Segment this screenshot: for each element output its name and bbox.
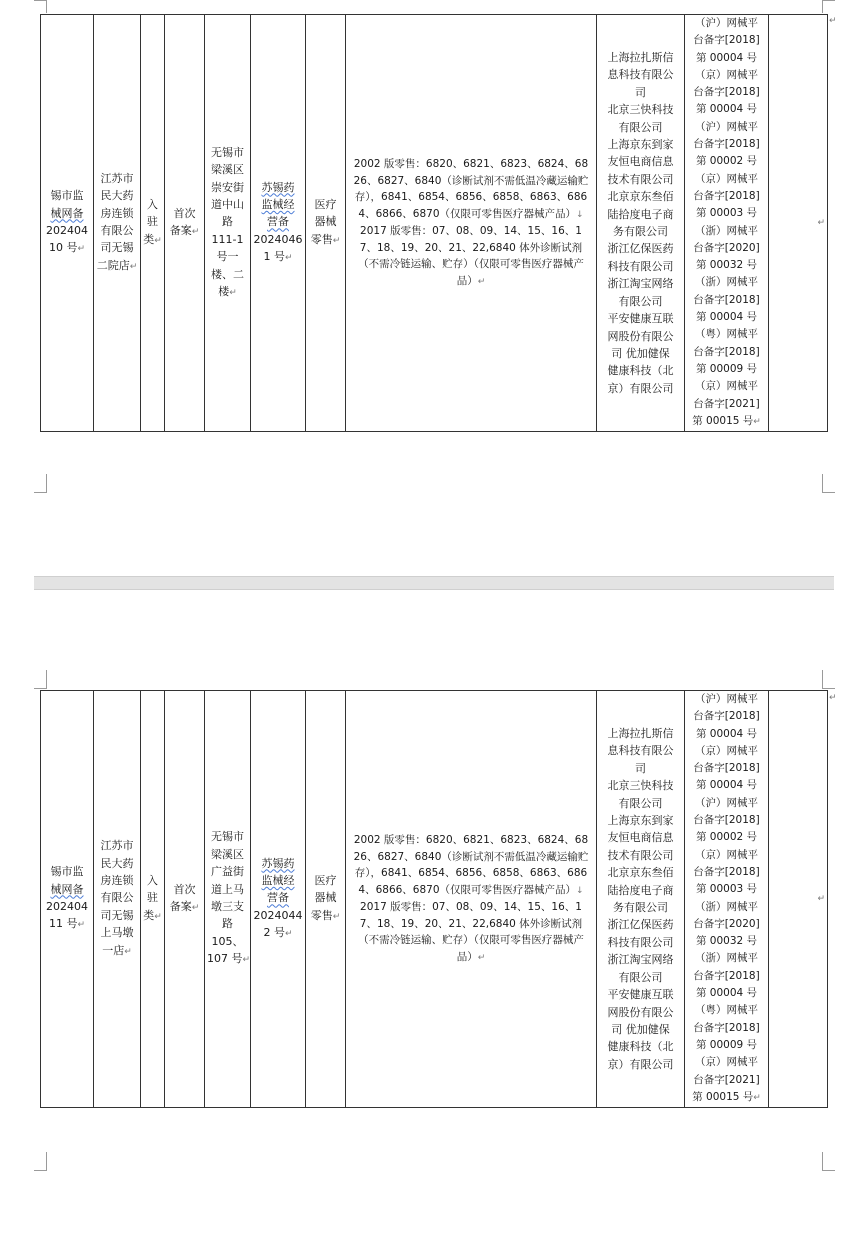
row-end-mark: ↵ [829,16,837,26]
registration-table [40,690,828,1108]
registration-table [40,14,828,432]
empty-cell: ↵ [769,15,828,432]
crop-mark [822,670,835,689]
business-category-cell: 医疗 器械 零售↵ [306,15,346,432]
business-category-cell: 医疗 器械 零售↵ [306,691,346,1108]
crop-mark [822,474,835,493]
company-name-cell: 江苏市 民大药 房连锁 有限公 司无锡 上马墩 一店↵ [94,691,141,1108]
license-number-cell: 苏锡药 监械经 营备 2024046 1 号↵ [251,15,306,432]
address-cell: 无锡市 梁溪区 崇安街 道中山 路 111-1 号一 楼、二 楼↵ [205,15,251,432]
registration-number-cell: 锡市监 械网备 202404 10 号↵ [41,15,94,432]
company-name-cell: 江苏市 民大药 房连锁 有限公 司无锡 二院店↵ [94,15,141,432]
registration-number-cell: 锡市监 械网备 202404 11 号↵ [41,691,94,1108]
platform-companies-cell: 上海拉扎斯信 息科技有限公 司 北京三快科技 有限公司 上海京东到家 友恒电商信息 技术有限公司 北京京东叁佰 陆拾度电子商 务有限公司 浙江亿保医药 科技有限公司 浙江淘宝网络 有限公司 平安健康互联 网股份有限公 司 优加健保 健康科技（北 京）有限公司 [597,691,685,1108]
crop-mark [34,0,47,13]
table-row [41,15,828,432]
empty-cell: ↵ [769,691,828,1108]
page-gap [34,576,834,590]
business-scope-cell: 2002 版零售：6820、6821、6823、6824、6826、6827、6840（诊断试剂不需低温冷藏运输贮存），6841、6854、6856、6858、6863、6864、6866、6870（仅限可零售医疗器械产品）↓ 2017 版零售：07、08、09、14、15、16、17、18、19、20、21、22,6840 体外诊断试剂（不需冷链运输、贮存）（仅限可零售医疗器械产品）↵ [346,15,597,432]
table-row [41,691,828,1108]
address-cell: 无锡市 梁溪区 广益街 道上马 墩三支 路 105、 107 号↵ [205,691,251,1108]
platform-filing-cell: （沪）网械平 台备字[2018] 第 00004 号 （京）网械平 台备字[2018] 第 00004 号 （沪）网械平 台备字[2018] 第 00002 号 （京）网械平 台备字[2018] 第 00003 号 （浙）网械平 台备字[2020] 第 00032 号 （浙）网械平 台备字[2018] 第 00004 号 （粤）网械平 台备字[2018] 第 00009 号 （京）网械平 台备字[2021] 第 00015 号↵ [685,15,769,432]
row-end-mark: ↵ [829,693,837,703]
record-type-cell: 首次 备案↵ [165,691,205,1108]
crop-mark [822,1152,835,1171]
crop-mark [34,474,47,493]
crop-mark [34,1152,47,1171]
entry-type-cell: 入 驻 类↵ [141,15,165,432]
license-number-cell: 苏锡药 监械经 营备 2024044 2 号↵ [251,691,306,1108]
entry-type-cell: 入 驻 类↵ [141,691,165,1108]
crop-mark [822,0,835,13]
crop-mark [34,670,47,689]
platform-filing-cell: （沪）网械平 台备字[2018] 第 00004 号 （京）网械平 台备字[2018] 第 00004 号 （沪）网械平 台备字[2018] 第 00002 号 （京）网械平 台备字[2018] 第 00003 号 （浙）网械平 台备字[2020] 第 00032 号 （浙）网械平 台备字[2018] 第 00004 号 （粤）网械平 台备字[2018] 第 00009 号 （京）网械平 台备字[2021] 第 00015 号↵ [685,691,769,1108]
business-scope-cell: 2002 版零售：6820、6821、6823、6824、6826、6827、6840（诊断试剂不需低温冷藏运输贮存），6841、6854、6856、6858、6863、6864、6866、6870（仅限可零售医疗器械产品）↓ 2017 版零售：07、08、09、14、15、16、17、18、19、20、21、22,6840 体外诊断试剂（不需冷链运输、贮存）（仅限可零售医疗器械产品）↵ [346,691,597,1108]
platform-companies-cell: 上海拉扎斯信 息科技有限公 司 北京三快科技 有限公司 上海京东到家 友恒电商信息 技术有限公司 北京京东叁佰 陆拾度电子商 务有限公司 浙江亿保医药 科技有限公司 浙江淘宝网络 有限公司 平安健康互联 网股份有限公 司 优加健保 健康科技（北 京）有限公司 [597,15,685,432]
record-type-cell: 首次 备案↵ [165,15,205,432]
